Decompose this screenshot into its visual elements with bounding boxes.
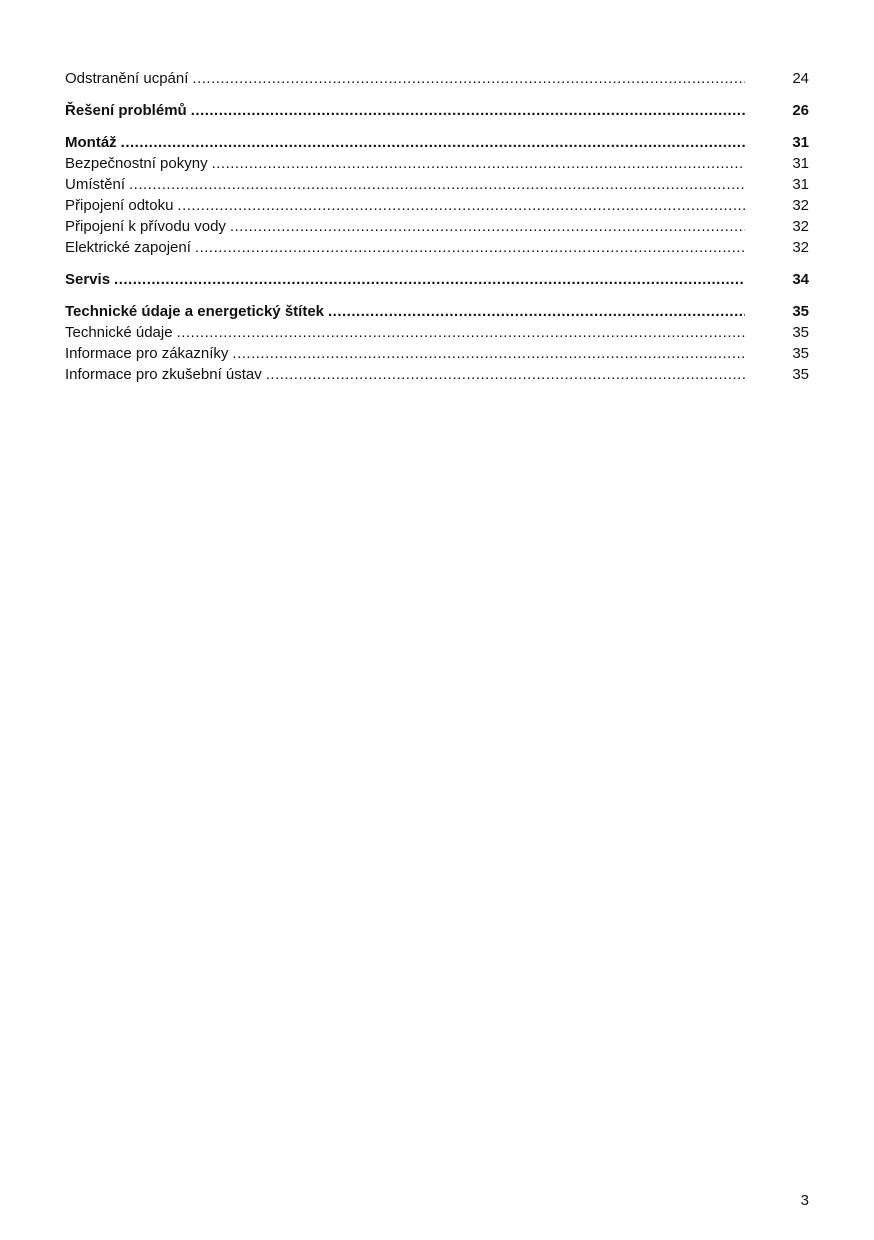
toc-entry[interactable] [65,343,809,364]
toc-entry[interactable] [65,132,809,153]
toc-dot-leader [121,132,745,153]
toc-entry[interactable] [65,301,809,322]
toc-dot-leader [129,174,745,195]
toc-entry-page: 32 [792,218,809,235]
toc-entry-page: 31 [792,134,809,151]
toc-entry-title: Technické údaje [65,324,173,341]
toc-entry-page: 31 [792,176,809,193]
toc-entry-page: 35 [792,303,809,320]
toc-entry-title: Servis [65,271,111,288]
toc-dot-leader [232,343,745,364]
toc-entry[interactable] [65,237,809,258]
toc-dot-leader [177,195,745,216]
toc-entry[interactable] [65,195,809,216]
toc-entry-title: Připojení odtoku [65,197,174,214]
toc-entry-page: 26 [792,102,809,119]
toc-dot-leader [230,216,745,237]
toc-dot-leader [191,100,745,121]
toc-entry-title: Umístění [65,176,126,193]
page-number: 3 [800,1192,809,1209]
toc-entry-page: 34 [792,271,809,288]
toc-entry-page: 35 [792,345,809,362]
toc-entry[interactable] [65,364,809,385]
toc-dot-leader [192,68,745,89]
toc-dot-leader [177,322,745,343]
toc-entry-page: 32 [792,239,809,256]
toc-entry[interactable] [65,174,809,195]
toc-entry-title: Informace pro zákazníky [65,345,229,362]
toc-entry[interactable] [65,216,809,237]
toc-entry[interactable] [65,68,809,89]
toc-entry-page: 31 [792,155,809,172]
toc-entry-title: Elektrické zapojení [65,239,191,256]
toc-entry-title: Technické údaje a energetický štítek [65,303,325,320]
toc-entry-title: Připojení k přívodu vody [65,218,226,235]
toc-entry-title: Odstranění ucpání [65,70,189,87]
toc-entry-page: 35 [792,324,809,341]
toc-entry-page: 32 [792,197,809,214]
toc-entry-page: 35 [792,366,809,383]
toc-dot-leader [266,364,745,385]
toc-entry[interactable] [65,269,809,290]
toc-dot-leader [195,237,745,258]
toc-entry-title: Řešení problémů [65,102,187,119]
toc-entry-page: 24 [792,70,809,87]
toc-entry[interactable] [65,100,809,121]
table-of-contents [65,68,809,385]
toc-entry-title: Bezpečnostní pokyny [65,155,208,172]
toc-entry-title: Informace pro zkušební ústav [65,366,262,383]
toc-entry[interactable] [65,153,809,174]
toc-dot-leader [114,269,745,290]
toc-entry-title: Montáž [65,134,117,151]
toc-dot-leader [212,153,745,174]
toc-entry[interactable] [65,322,809,343]
toc-dot-leader [328,301,745,322]
